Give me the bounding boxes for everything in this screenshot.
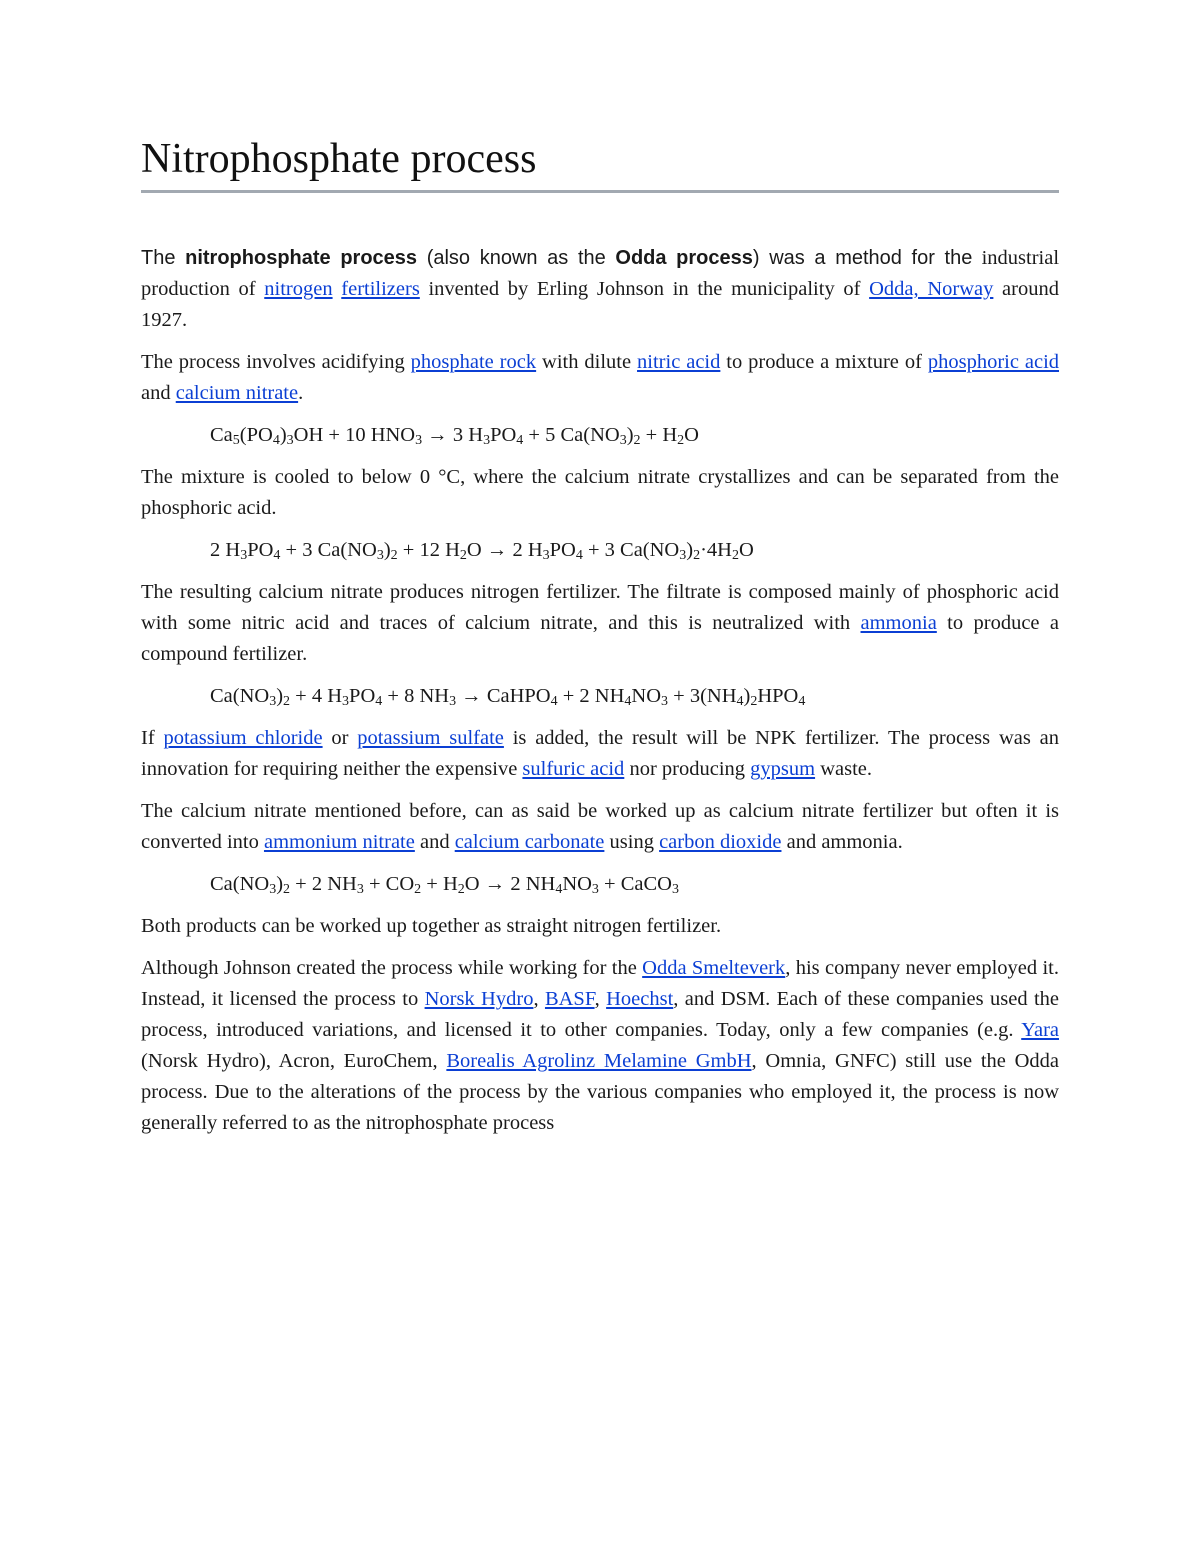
link-basf[interactable]: BASF [544, 988, 595, 1010]
link-odda-norway[interactable]: Odda, Norway [869, 278, 994, 300]
link-fertilizers[interactable]: fertilizers [341, 278, 420, 300]
link-potassium-sulfate[interactable]: potassium sulfate [357, 727, 504, 749]
products-paragraph: Both products can be worked up together as straight nitrogen fertilizer. [141, 915, 722, 937]
history-paragraph: Although Johnson created the process while working for the Odda Smelteverk, his company never employed it. Instead, it licensed the process to Norsk Hydro, BASF, Hoechst, and DSM. Each of these companies used the process, introduced variations, and licensed it to other companies. Today, only a few companies (e.g. Yara (Norsk Hydro), Acron, EuroChem, Borealis Agrolinz Melamine GmbH, Omnia, GNFC) still use the Odda process. Due to the alterations of the process by the various companies who employed it, the process is now generally referred to as the nitrophosphate process [141, 957, 1059, 1134]
link-borealis-agrolinz[interactable]: Borealis Agrolinz Melamine GmbH [446, 1050, 752, 1072]
filtrate-paragraph: The resulting calcium nitrate produces nitrogen fertilizer. The filtrate is composed mainly of phosphoric acid with some nitric acid and traces of calcium nitrate, and this is neutralized with ammonia to produce a compound fertilizer. [141, 581, 1059, 665]
equation-4: $Ca(NO_3)_2 + 2$ $NH_3 + CO_2 + H_2O \to 2$ $NH_4NO_3$ + CaCO$_3$ [210, 873, 679, 897]
link-potassium-chloride[interactable]: potassium chloride [163, 727, 323, 749]
link-yara[interactable]: Yara [1021, 1019, 1059, 1041]
link-phosphate-rock[interactable]: phosphate rock [410, 351, 537, 373]
link-calcium-nitrate[interactable]: calcium nitrate [175, 382, 299, 404]
link-sulfuric-acid[interactable]: sulfuric acid [522, 758, 625, 780]
term-odda-process: Odda process [615, 247, 753, 269]
link-norsk-hydro[interactable]: Norsk Hydro [424, 988, 534, 1010]
document-page [141, 130, 1059, 1139]
link-nitrogen[interactable]: nitrogen [264, 278, 333, 300]
equation-2: 2 $H_3PO_4 + 3$ $Ca(NO_3)_2 + 12$ $H_2O \to 2$ $H_3PO_4 + 3$ $Ca(NO_3)_2\cdot 4H_2O$ [210, 539, 754, 563]
equation-3: $Ca(NO_3)_2 + 4$ $H_3PO_4 + 8$ $NH_3$ → CaHPO$_4$ + 2 $NH_4NO_3 + 3(NH_4)_2HPO_4$ [210, 685, 806, 709]
equation-1: $Ca_5(PO_4)_3OH + 10$ $HNO_3 \to 3$ $H_3PO_4 + 5$ $Ca(NO_3)_2 + H_2O$ [210, 424, 699, 448]
link-nitric-acid[interactable]: nitric acid [637, 351, 721, 373]
link-ammonium-nitrate[interactable]: ammonium nitrate [263, 831, 415, 853]
npk-paragraph: If potassium chloride or potassium sulfate is added, the result will be NPK fertilizer. The process was an innovation for requiring neither the expensive sulfuric acid nor producing gypsum waste. [141, 727, 1059, 780]
link-gypsum[interactable]: gypsum [750, 758, 816, 780]
intro-lead: The nitrophosphate process (also known as the Odda process) was a method for the [141, 247, 973, 269]
term-nitrophosphate-process: nitrophosphate process [185, 247, 418, 269]
link-odda-smelteverk[interactable]: Odda Smelteverk [642, 957, 786, 979]
link-ammonia[interactable]: ammonia [860, 612, 937, 634]
intro-paragraph: The nitrophosphate process (also known as the Odda process) was a method for the industrial production of nitrogen fertilizers invented by Erling Johnson in the municipality of Odda, Norway around 1927. [141, 247, 1060, 331]
link-carbon-dioxide[interactable]: carbon dioxide [659, 831, 782, 853]
link-hoechst[interactable]: Hoechst [606, 988, 674, 1010]
link-phosphoric-acid[interactable]: phosphoric acid [927, 351, 1060, 373]
conversion-paragraph: The calcium nitrate mentioned before, can as said be worked up as calcium nitrate fertilizer but often it is converted into ammonium nitrate and calcium carbonate using carbon dioxide and ammonia. [141, 800, 1059, 853]
cooling-paragraph: The mixture is cooled to below 0 °C, where the calcium nitrate crystallizes and can be separated from the phosphoric acid. [141, 466, 1059, 519]
process-paragraph: The process involves acidifying phosphate rock with dilute nitric acid to produce a mixture of phosphoric acid and calcium nitrate. [141, 351, 1060, 404]
page-title: Nitrophosphate process [141, 130, 1059, 193]
link-calcium-carbonate[interactable]: calcium carbonate [454, 831, 605, 853]
